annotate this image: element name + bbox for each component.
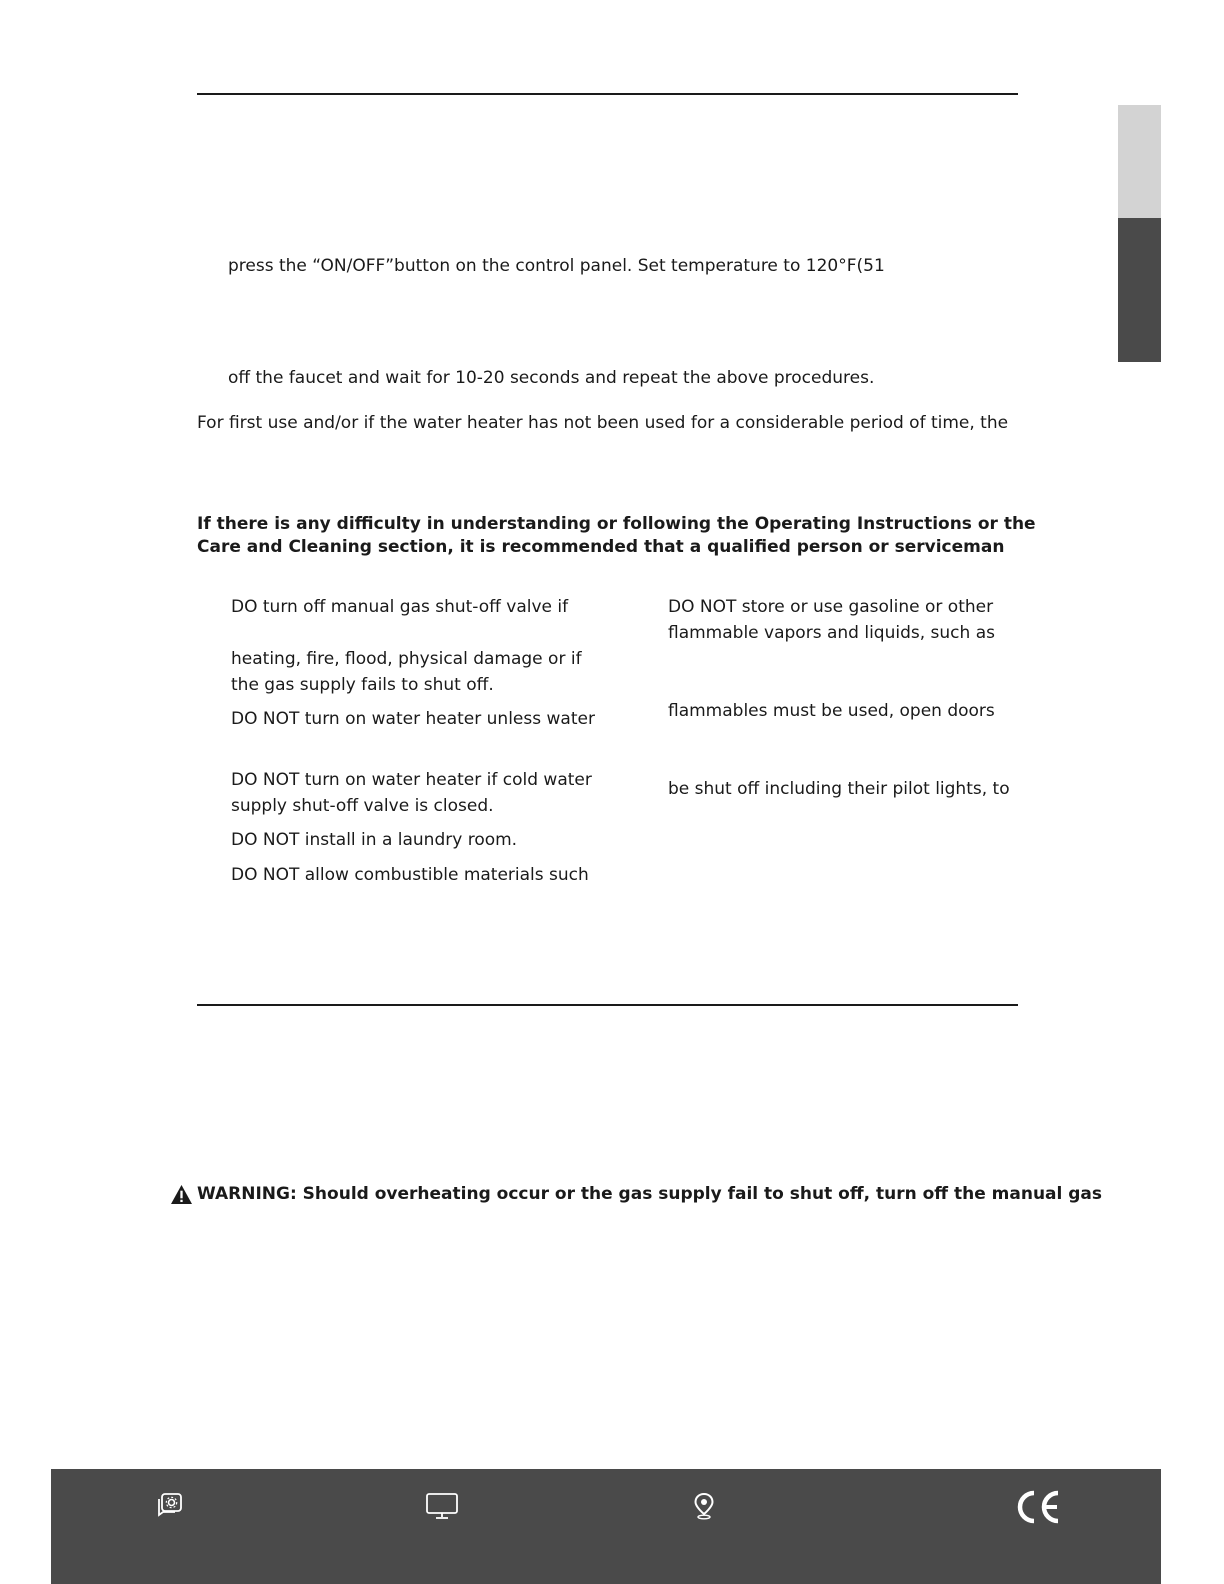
right-item-1-line-2: flammable vapors and liquids, such as (668, 623, 995, 643)
left-item-1-line-3: the gas supply fails to shut off. (231, 675, 494, 695)
side-tab-inactive (1118, 105, 1161, 218)
footer-bar (51, 1469, 1161, 1584)
service-chat-icon (154, 1491, 184, 1521)
right-item-1-line-3: flammables must be used, open doors (668, 701, 995, 721)
location-pin-icon (692, 1491, 716, 1521)
left-item-3-line-2: supply shut-off valve is closed. (231, 796, 494, 816)
right-item-1-line-1: DO NOT store or use gasoline or other (668, 597, 994, 617)
right-item-1-line-4: be shut off including their pilot lights, to (668, 779, 1010, 799)
first-use-paragraph: For first use and/or if the water heater has not been used for a considerable period of time, the (197, 413, 1009, 433)
warning-text: WARNING: Should overheating occur or the gas supply fail to shut off, turn off the manual gas (197, 1184, 1103, 1204)
left-item-1-line-2: heating, fire, flood, physical damage or if (231, 649, 582, 669)
left-item-4: DO NOT install in a laundry room. (231, 830, 518, 850)
instruction-line-faucet: off the faucet and wait for 10-20 seconds and repeat the above procedures. (228, 368, 875, 388)
instruction-line-press: press the “ON/OFF”button on the control panel. Set temperature to 120°F(51 (228, 256, 885, 276)
top-divider (197, 93, 1018, 95)
warning-triangle-icon (170, 1184, 193, 1205)
left-item-2: DO NOT turn on water heater unless water (231, 709, 595, 729)
monitor-icon (425, 1491, 459, 1521)
qualified-person-notice (197, 513, 1036, 559)
left-item-3-line-1: DO NOT turn on water heater if cold water (231, 770, 592, 790)
side-tab-active (1118, 218, 1161, 362)
ce-mark-icon (1014, 1489, 1064, 1525)
left-item-1-line-1: DO turn off manual gas shut-off valve if (231, 597, 569, 617)
middle-divider (197, 1004, 1018, 1006)
left-item-5: DO NOT allow combustible materials such (231, 865, 589, 885)
notice-line-2: Care and Cleaning section, it is recommended that a qualified person or serviceman (197, 537, 1005, 557)
notice-line-1: If there is any difficulty in understanding or following the Operating Instructions or the (197, 514, 1036, 534)
warning-banner (170, 1181, 1102, 1207)
